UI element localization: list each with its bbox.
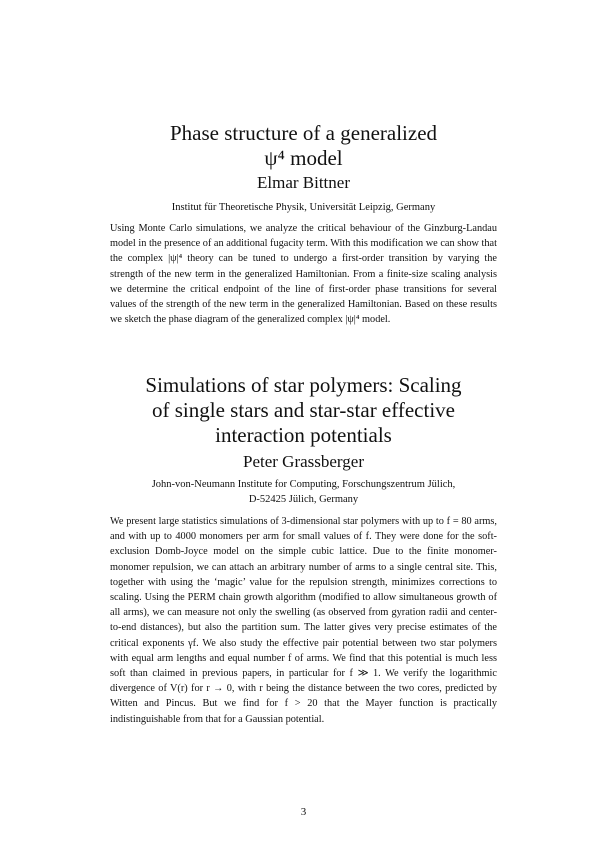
article2-affiliation-line1: John-von-Neumann Institute for Computing, Forschungszentrum Jülich, bbox=[151, 479, 456, 490]
article2-affiliation bbox=[100, 477, 507, 507]
article2-affiliation-line2: D-52425 Jülich, Germany bbox=[248, 494, 359, 505]
article2-title-line2: of single stars and star-star effective bbox=[152, 398, 455, 422]
article2-abstract bbox=[110, 514, 497, 727]
article2-abstract-text: We present large statistics simulations of 3-dimensional star polymers with up to f = 80 arms, and with up to 4000 monomers per arm for small values of f. They were done for the soft-exclusion Domb-Joyce model on the simple cubic lattice. Due to the finite monomer-monomer repulsion, we can attach an arbitrary number of arms to a single central site. This, together with using the ‘magic’ value for the repulsion strength, minimizes corrections to scaling. Using the PERM chain growth algorithm (modified to allow simultaneous growth of all arms), we can measure not only the swelling (as observed from gyration radii and center-to-end distances), but also the partition sum. The latter gives very precise estimates of the critical exponents γf. We also study the effective pair potential between two star polymers with equal arm lengths and equal number f of arms. We find that this potential is much less soft than claimed in previous papers, in particular for f ≫ 1. We verify the logarithmic divergence of V(r) for r → 0, with r being the distance between the two cores, predicted by Witten and Pincus. But we find for f > 20 that the Mayer function is practically indistinguishable from that for a Gaussian potential. bbox=[110, 516, 497, 725]
article2-title-line1: Simulations of star polymers: Scaling bbox=[145, 373, 462, 397]
article1-affiliation: Institut für Theoretische Physik, Universität Leipzig, Germany bbox=[171, 202, 436, 213]
article1-title-line2: ψ⁴ model bbox=[264, 146, 343, 170]
article1-title bbox=[100, 121, 507, 171]
article1-author: Elmar Bittner bbox=[256, 173, 350, 192]
article1-title-line1: Phase structure of a generalized bbox=[169, 121, 438, 145]
article2-title-line3: interaction potentials bbox=[215, 423, 392, 447]
article1-abstract bbox=[110, 221, 497, 327]
article2-title bbox=[100, 373, 507, 448]
article2-author: Peter Grassberger bbox=[242, 452, 364, 471]
article1-abstract-text: Using Monte Carlo simulations, we analyze the critical behaviour of the Ginzburg-Landau model in the presence of an additional fugacity term. With this modification we can show that the complex |ψ|⁴ theory can be tuned to undergo a first-order transition by varying the strength of the new term in the generalized Hamiltonian. From a finite-size scaling analysis we determine the critical endpoint of the line of first-order phase transitions for several values of the strength of the new term in the generalized Hamiltonian. Based on these results we sketch the phase diagram of the generalized complex |ψ|⁴ model. bbox=[110, 223, 497, 326]
page-number: 3 bbox=[300, 806, 307, 818]
